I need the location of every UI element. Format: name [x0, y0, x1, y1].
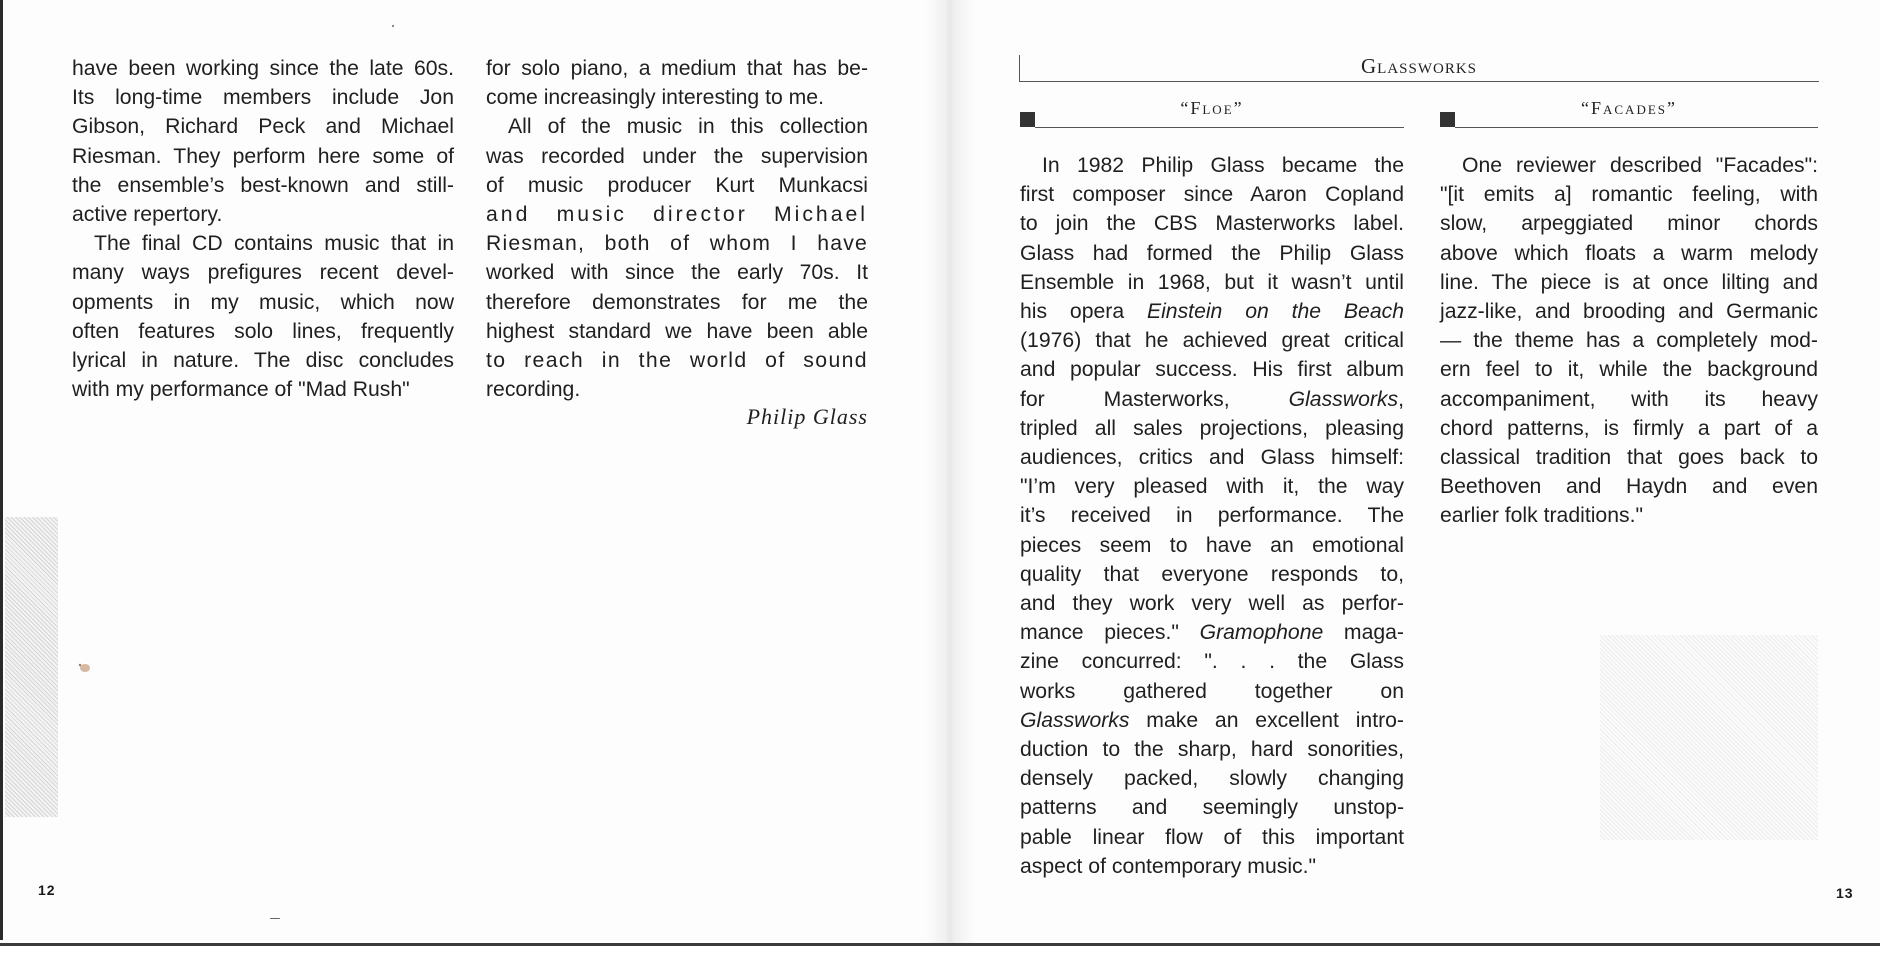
italic-title: Gramophone [1199, 621, 1324, 645]
center-gutter [925, 0, 975, 943]
text-line: In 1982 Philip Glass became the [1042, 154, 1404, 177]
text-line: often features solo lines, frequently [72, 319, 454, 343]
text-line: Glass had formed the Philip Glass [1020, 241, 1404, 265]
text-line: "I’m very pleased with it, the way [1020, 475, 1404, 499]
paragraph-floe [1020, 151, 1404, 881]
text-line: Ensemble in 1968, but it wasn’t until [1020, 270, 1404, 294]
text-line: duction to the sharp, hard sonorities, [1020, 738, 1404, 762]
text-line: many ways prefigures recent devel- [72, 261, 454, 285]
text-line: highest standard we have been able [486, 319, 868, 343]
text-line: The final CD contains music that in [94, 232, 454, 256]
text-line: lyrical in nature. The disc concludes [72, 349, 454, 373]
text-line: it’s received in performance. The [1020, 504, 1404, 528]
text-line: for solo piano, a medium that has be- [486, 57, 868, 80]
print-dot [392, 25, 394, 27]
text-line: tripled all sales projections, pleasing [1020, 416, 1404, 440]
paragraph-final-cd [72, 229, 454, 404]
text-line: zine concurred: ". . . the Glass [1020, 650, 1404, 674]
text-line: to reach in the world of sound [486, 349, 868, 373]
text-line: worked with since the early 70s. It [486, 261, 868, 285]
section-rule-floe [1035, 127, 1404, 128]
text-line: first composer since Aaron Copland [1020, 183, 1404, 207]
text-line: for Masterworks, Glassworks, [1020, 387, 1404, 411]
text-line: of music producer Kurt Munkacsi [486, 173, 868, 197]
text-line: Beethoven and Haydn and even [1440, 475, 1818, 499]
text-line: come increasingly interesting to me. [486, 86, 824, 110]
print-mark [270, 918, 280, 919]
text-line: works gathered together on [1020, 679, 1404, 703]
text-line: aspect of contemporary music." [1020, 854, 1317, 878]
left-page-column-2 [486, 54, 868, 404]
text-line: Riesman, both of whom I have [486, 232, 868, 256]
text-line: All of the music in this collection [508, 115, 868, 139]
text-line: and popular success. His first album [1020, 358, 1404, 382]
left-edge [0, 0, 3, 940]
left-page-column-1 [72, 54, 454, 404]
text-line: line. The piece is at once lilting and [1440, 270, 1818, 294]
text-line: to join the CBS Masterworks label. [1020, 212, 1404, 236]
text-line: the ensemble’s best-known and still- [72, 173, 454, 197]
text-line: pable linear flow of this important [1020, 825, 1404, 849]
text-line: Gibson, Richard Peck and Michael [72, 115, 454, 139]
text-line: his opera Einstein on the Beach [1020, 300, 1404, 324]
paragraph-solo-piano [486, 54, 868, 112]
text-line: and they work very well as perfor- [1020, 592, 1404, 616]
halftone-patch-right [1600, 635, 1818, 840]
text-line: pieces seem to have an emotional [1020, 533, 1404, 557]
paragraph-facades [1440, 151, 1818, 531]
text-line: "[it emits a] romantic feeling, with [1440, 183, 1818, 207]
italic-title: Einstein on the Beach [1146, 300, 1404, 324]
text-line: ern feel to it, while the background [1440, 358, 1818, 382]
text-line: recording. [486, 378, 581, 402]
page-number-left: 12 [38, 882, 56, 898]
text-line: — the theme has a completely mod- [1440, 329, 1818, 353]
section-heading-facades: “Facades” [1581, 98, 1677, 118]
text-line: was recorded under the supervision [486, 144, 868, 168]
header-rule [1019, 81, 1819, 82]
text-line: with my performance of "Mad Rush" [72, 378, 410, 402]
scan-margin [0, 946, 1880, 955]
text-line: earlier folk traditions." [1440, 504, 1643, 528]
text-line: jazz-like, and brooding and Germanic [1440, 300, 1818, 324]
italic-title: Glassworks [1020, 708, 1130, 732]
italic-title: Glassworks [1288, 387, 1399, 411]
text-line: chord patterns, is firmly a part of a [1440, 416, 1818, 440]
text-line: mance pieces." Gramophone maga- [1020, 621, 1404, 645]
text-line: One reviewer described "Facades": [1462, 154, 1818, 177]
text-line: and music director Michael [486, 203, 868, 227]
text-line: densely packed, slowly changing [1020, 767, 1404, 791]
facades-text-column [1440, 151, 1818, 531]
stain-mark [77, 662, 91, 673]
text-line: audiences, critics and Glass himself: [1020, 446, 1404, 470]
text-line: Its long-time members include Jon [72, 86, 454, 110]
text-line: patterns and seemingly unstop- [1020, 796, 1404, 820]
section-rule-facades [1455, 127, 1818, 128]
floe-text-column [1020, 151, 1404, 881]
paragraph-recording [486, 112, 868, 404]
paragraph-ensemble [72, 54, 454, 229]
text-line: accompaniment, with its heavy [1440, 387, 1818, 411]
text-line: opments in my music, which now [72, 290, 454, 314]
text-line: quality that everyone responds to, [1020, 562, 1404, 586]
text-line: therefore demonstrates for me the [486, 290, 868, 314]
author-signature: Philip Glass [746, 404, 868, 429]
text-line: Glassworks make an excellent intro- [1020, 708, 1404, 732]
text-line: above which floats a warm melody [1440, 241, 1818, 265]
section-heading-floe: “Floe” [1180, 98, 1244, 118]
text-line: (1976) that he achieved great critical [1020, 329, 1404, 353]
halftone-patch-left [5, 517, 58, 817]
running-title: Glassworks [1360, 54, 1477, 78]
text-line: Riesman. They perform here some of [72, 144, 454, 168]
text-line: active repertory. [72, 203, 223, 227]
text-line: slow, arpeggiated minor chords [1440, 212, 1818, 236]
text-line: have been working since the late 60s. [72, 57, 454, 80]
page-number-right: 13 [1836, 885, 1854, 901]
text-line: classical tradition that goes back to [1440, 446, 1818, 470]
